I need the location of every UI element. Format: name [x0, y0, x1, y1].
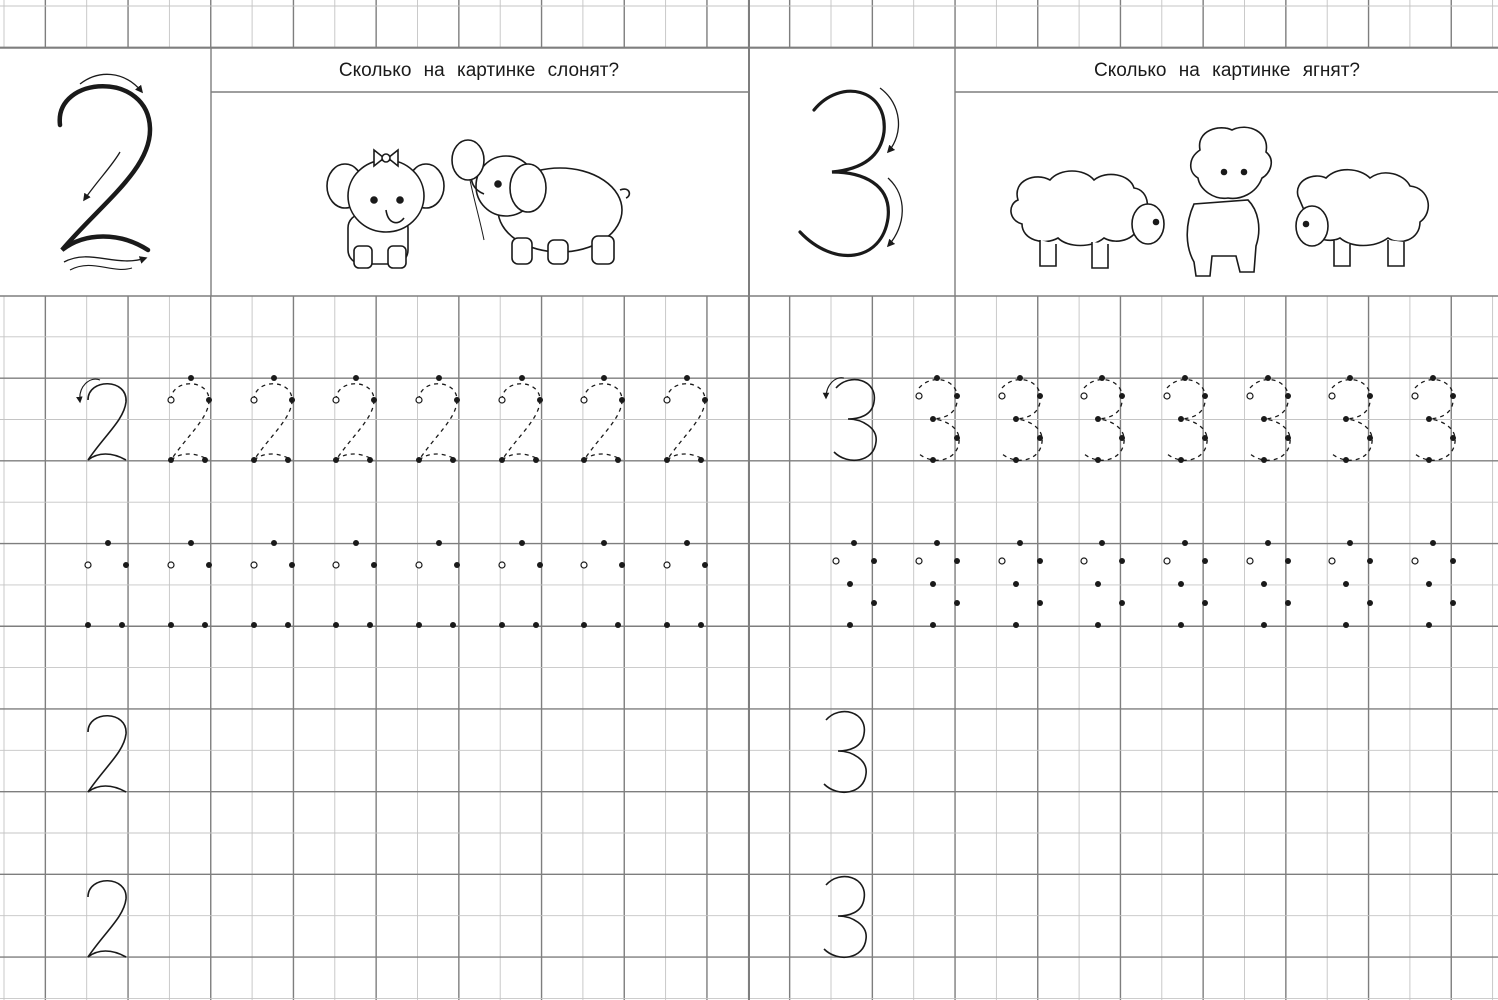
dot-skeleton-digit-3: [1164, 540, 1208, 628]
dashed-digit-2: [171, 384, 209, 460]
dot-skeleton-digit-3: [1247, 540, 1291, 628]
tracing-row-dashed-2: [80, 375, 708, 463]
guide-dots-digit-2: [251, 375, 295, 463]
tracing-row-dashed-3: [826, 375, 1456, 463]
dot-skeleton-digit-2: [333, 540, 377, 628]
elephants-question: Сколько на картинке слонят?: [338, 60, 620, 81]
tracing-row-dots-2: [85, 540, 708, 628]
guide-dots-digit-2: [664, 375, 708, 463]
dashed-digit-2: [254, 384, 292, 460]
dot-skeleton-digit-3: [1329, 540, 1373, 628]
dot-skeleton-digit-2: [664, 540, 708, 628]
guide-dots-digit-2: [168, 375, 212, 463]
example-digit-3: [824, 712, 866, 793]
start-arrow-icon: [80, 379, 100, 402]
dashed-digit-2: [336, 384, 374, 460]
dot-skeleton-digit-3: [1412, 540, 1456, 628]
dot-skeleton-digit-3: [916, 540, 960, 628]
guide-dots-digit-2: [581, 375, 625, 463]
example-rows-2: [88, 716, 126, 957]
dot-skeleton-digit-2: [251, 540, 295, 628]
example-digit-2: [88, 716, 126, 792]
guide-dots-digit-2: [499, 375, 543, 463]
lambs-question: Сколько на картинке ягнят?: [1094, 60, 1360, 81]
dashed-digit-2: [502, 384, 540, 460]
dot-skeleton-digit-2: [168, 540, 212, 628]
dashed-digit-2: [667, 384, 705, 460]
dot-skeleton-digit-3: [1081, 540, 1125, 628]
dot-skeleton-digit-2: [85, 540, 129, 628]
dot-skeleton-digit-3: [833, 540, 877, 628]
guide-dots-digit-2: [333, 375, 377, 463]
example-rows-3: [824, 712, 866, 958]
sample-digit-2: [88, 384, 126, 460]
dot-skeleton-digit-2: [416, 540, 460, 628]
example-digit-3: [824, 877, 866, 958]
guide-dots-digit-2: [416, 375, 460, 463]
dot-skeleton-digit-3: [999, 540, 1043, 628]
example-digit-2: [88, 881, 126, 957]
dashed-digit-2: [584, 384, 622, 460]
dot-skeleton-digit-2: [499, 540, 543, 628]
dot-skeleton-digit-2: [581, 540, 625, 628]
dashed-digit-2: [419, 384, 457, 460]
tracing-row-dots-3: [833, 540, 1456, 628]
start-arrow-icon: [826, 378, 844, 398]
